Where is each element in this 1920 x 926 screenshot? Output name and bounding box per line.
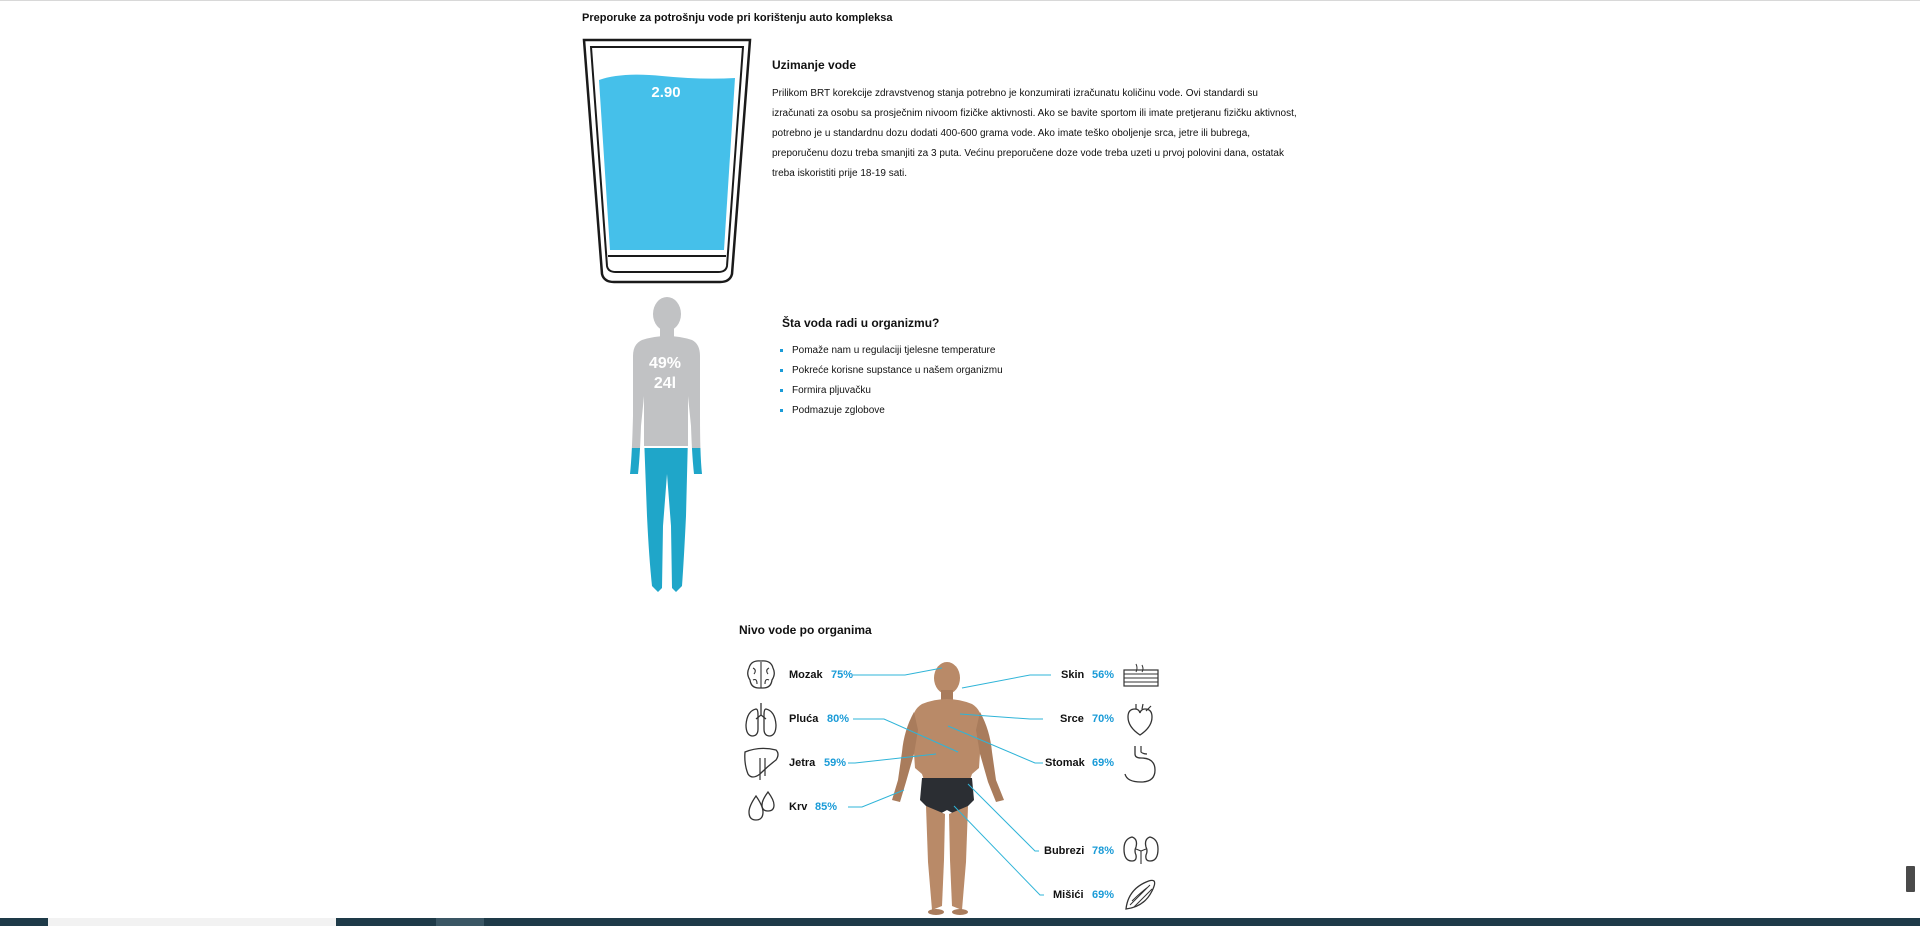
stomach-icon	[1121, 744, 1159, 784]
lungs-icon	[744, 701, 778, 739]
benefits-heading: Šta voda radi u organizmu?	[782, 316, 940, 330]
bottom-bar-tab[interactable]	[48, 918, 336, 926]
organ-pct-jetra: 59%	[824, 757, 847, 769]
organ-pct-srce: 70%	[1092, 713, 1115, 725]
organ-pct-mozak: 75%	[831, 669, 854, 681]
organ-pct-pluca: 80%	[827, 713, 850, 725]
organ-name-krv: Krv	[789, 801, 808, 813]
organ-name-misici: Mišići	[1053, 889, 1084, 901]
organ-name-jetra: Jetra	[789, 757, 816, 769]
list-item: Formira pljuvačku	[778, 383, 1003, 403]
organ-name-srce: Srce	[1060, 713, 1084, 725]
heart-icon	[1124, 703, 1156, 737]
organ-name-stomak: Stomak	[1045, 757, 1085, 769]
man-figure	[892, 662, 1004, 915]
liver-icon	[742, 746, 780, 782]
organ-name-pluca: Pluća	[789, 713, 819, 725]
list-item: Podmazuje zglobove	[778, 403, 1003, 423]
body-water-percent: 49%	[648, 355, 682, 372]
intake-heading: Uzimanje vode	[772, 58, 857, 72]
organ-name-bubrezi: Bubrezi	[1044, 845, 1085, 857]
intake-description: Prilikom BRT korekcije zdravstvenog stanja potrebno je konzumirati izračunatu količinu vode. Ovi standardi su izračunati za osobu sa prosječnim nivoom fizičke aktivnosti. Ako se bavite sportom ili imate pretjeranu fizičku aktivnost, potrebno je u standardnu dozu dodati 400-600 grama vode. Ako imate teško oboljenje srca, jetre ili bubrega, preporučenu dozu treba smanjiti za 3 puta. Većinu preporučene doze vode treba uzeti u prvoj polovini dana, ostatak treba iskoristiti prije 18-19 sati.	[772, 88, 1297, 179]
kidneys-icon	[1122, 835, 1160, 865]
organ-pct-skin: 56%	[1092, 669, 1115, 681]
body-water-liters: 24l	[653, 375, 677, 392]
brain-icon	[745, 658, 777, 692]
glass-water-value: 2.90	[651, 84, 681, 101]
skin-icon	[1122, 662, 1160, 690]
list-item: Pomaže nam u regulaciji tjelesne temperature	[778, 343, 1003, 363]
organ-pct-krv: 85%	[815, 801, 838, 813]
organ-name-skin: Skin	[1061, 669, 1085, 681]
bottom-bar-tab[interactable]	[436, 918, 484, 926]
blood-drops-icon	[745, 790, 777, 824]
organ-pct-bubrezi: 78%	[1092, 845, 1115, 857]
organ-name-mozak: Mozak	[789, 669, 823, 681]
organ-pct-misici: 69%	[1092, 889, 1115, 901]
organs-heading: Nivo vode po organima	[739, 623, 872, 637]
list-item: Pokreće korisne supstance u našem organizmu	[778, 363, 1003, 383]
scrollbar-thumb[interactable]	[1906, 866, 1915, 892]
organ-pct-stomak: 69%	[1092, 757, 1115, 769]
muscle-icon	[1122, 877, 1158, 913]
page-title: Preporuke za potrošnju vode pri korištenju auto kompleksa	[582, 12, 893, 24]
